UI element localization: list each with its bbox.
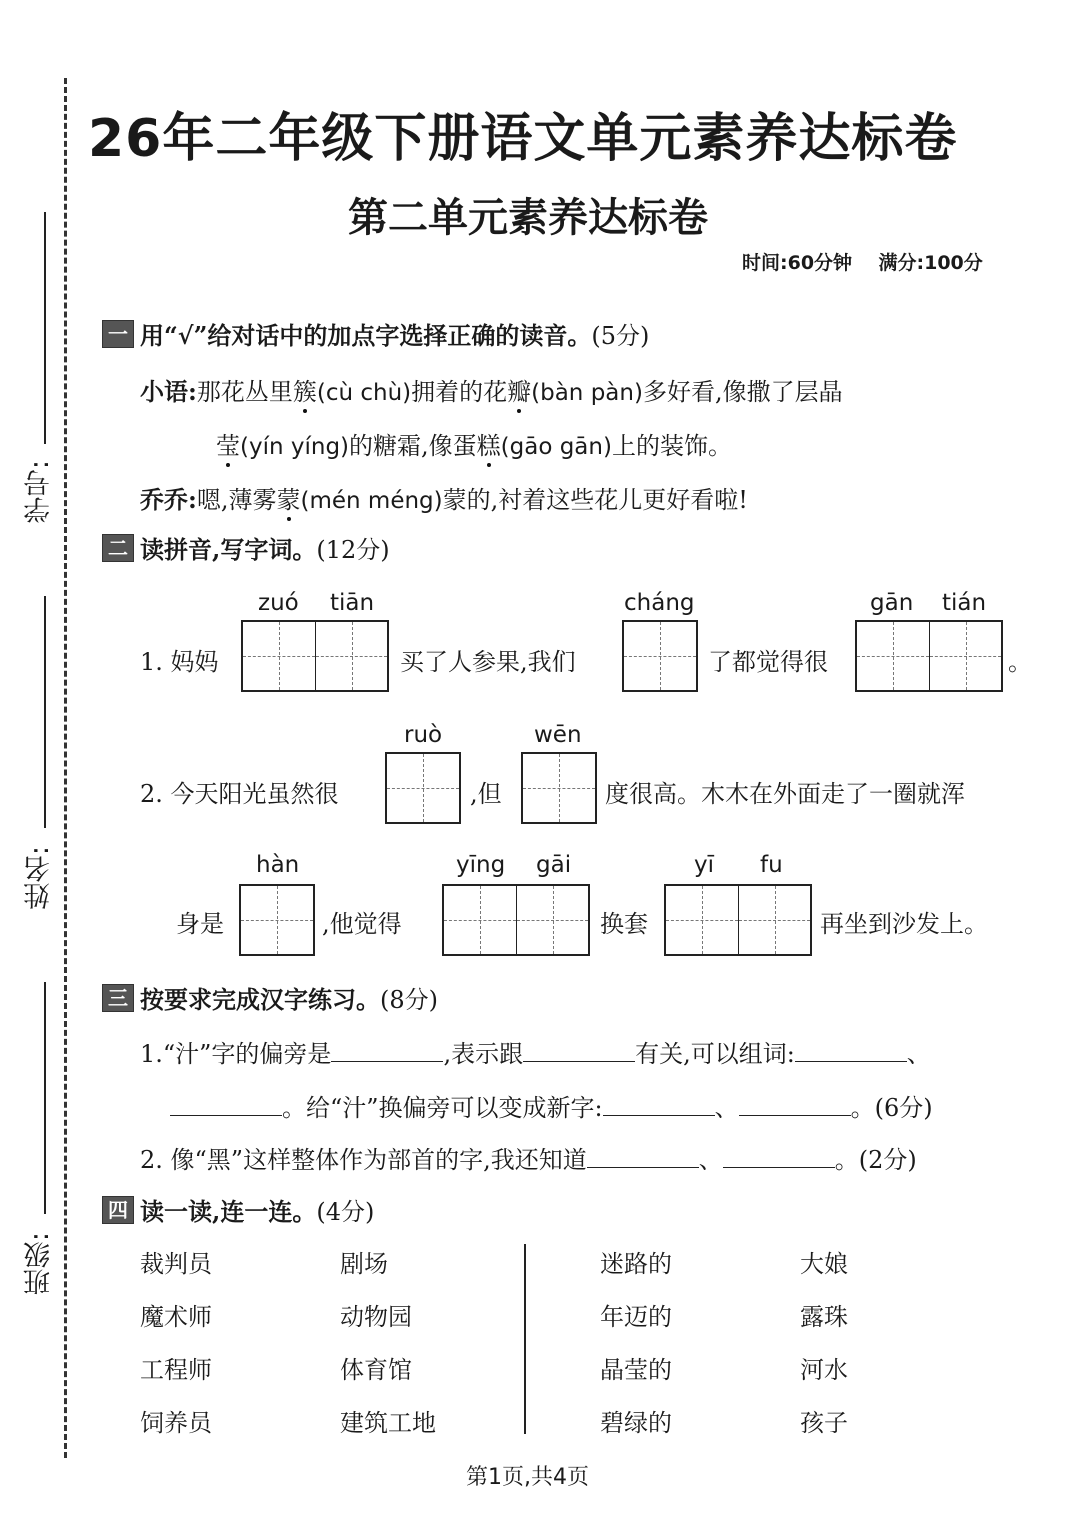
time-info [742,248,983,275]
s3-q1-text-e: 。给“汁”换偏旁可以变成新字: [282,1094,603,1122]
q1-answer-grid-3[interactable] [855,620,1003,692]
section-4-title: 读一读,连一连。 [140,1197,317,1226]
q3-answer-grid-3[interactable] [664,884,812,956]
q3-text-d: 再坐到沙发上。 [820,910,988,938]
q1-pinyin-1a: zuó [258,590,299,616]
match-col4-item[interactable]: 大娘 [800,1250,848,1278]
q2-answer-grid-1[interactable] [385,752,461,824]
grid-cell[interactable] [516,886,588,954]
s3-q1-text-d: 、 [906,1040,931,1068]
q3-text-b: ,他觉得 [322,910,402,938]
q2-pinyin-2: wēn [534,722,582,748]
s1-speaker-2: 乔乔: [140,485,197,514]
grid-cell[interactable] [243,622,315,690]
match-col2-item[interactable]: 动物园 [340,1303,412,1331]
s1-pinyin-choice-2[interactable]: (bàn pàn) [531,380,643,406]
match-col1-item[interactable]: 裁判员 [140,1250,212,1278]
q1-pinyin-2: cháng [624,590,695,616]
match-col3-item[interactable]: 迷路的 [600,1250,672,1278]
grid-cell[interactable] [387,754,459,822]
match-col4-item[interactable]: 孩子 [800,1409,848,1437]
grid-cell[interactable] [624,622,696,690]
section-4-heading [102,1192,374,1227]
s3-q1-text-b: ,表示跟 [443,1040,524,1068]
s1-pinyin-choice-1[interactable]: (cù chù) [316,380,412,406]
s3-q2-text-c: 。(2分) [834,1146,917,1174]
q1-label: 1. 妈妈 [140,648,219,676]
grid-cell[interactable] [241,886,313,954]
match-col4-item[interactable]: 河水 [800,1356,848,1384]
binding-dashed-line [64,78,67,1458]
q3-pinyin-1: hàn [256,852,300,878]
match-col3-item[interactable]: 晶莹的 [600,1356,672,1384]
exam-subtitle: 第二单元素养达标卷 [348,195,708,241]
grid-cell[interactable] [523,754,595,822]
section-2-points: (12分) [316,536,390,564]
match-col2-item[interactable]: 建筑工地 [340,1409,436,1437]
s3-q1-text-c: 有关,可以组词: [635,1040,795,1068]
section-2-title: 读拼音,写字词。 [140,535,317,564]
answer-blank[interactable] [795,1039,907,1062]
s3-q2-line [140,1140,917,1175]
match-col1-item[interactable]: 工程师 [140,1356,212,1384]
answer-blank[interactable] [739,1093,851,1116]
s1-dotted-char-3: 莹 [216,426,240,461]
s1-l2-text-b: 上的装饰。 [611,432,732,460]
section-4-points: (4分) [316,1198,375,1226]
q3-pinyin-2b: gāi [536,852,572,878]
q3-text-c: 换套 [600,910,648,938]
s3-q1-line-2 [170,1088,933,1123]
grid-cell[interactable] [738,886,810,954]
answer-blank[interactable] [331,1039,443,1062]
s1-pinyin-choice-5[interactable]: (mén méng) [300,488,443,514]
student-id-fill-line[interactable] [44,212,46,444]
answer-blank[interactable] [587,1145,699,1168]
q3-answer-grid-2[interactable] [442,884,590,956]
match-col3-item[interactable]: 年迈的 [600,1303,672,1331]
grid-cell[interactable] [929,622,1001,690]
q3-text-a: 身是 [176,910,224,938]
name-label: 姓名: [24,846,55,910]
s1-l2-text-a: 的糖霜,像蛋 [349,432,477,460]
section-3-number: 三 [102,984,134,1012]
q3-pinyin-2a: yīng [456,852,506,878]
match-col2-item[interactable]: 体育馆 [340,1356,412,1384]
q1-pinyin-3a: gān [870,590,914,616]
grid-cell[interactable] [666,886,738,954]
s3-q1-text-a: 1.“汁”字的偏旁是 [140,1040,332,1068]
s1-l3-text-a: 嗯,薄雾 [196,486,277,514]
q3-pinyin-3a: yī [694,852,715,878]
q2-mid-text-1: ,但 [470,780,502,808]
q1-pinyin-1b: tiān [330,590,375,616]
q1-answer-grid-2[interactable] [622,620,698,692]
s1-line-2 [216,426,732,461]
section-1-title: 用“√”给对话中的加点字选择正确的读音。 [140,321,592,350]
section-4-number: 四 [102,1196,134,1224]
answer-blank[interactable] [523,1039,635,1062]
answer-blank[interactable] [603,1093,715,1116]
s3-q2-text-b: 、 [698,1146,723,1174]
q3-answer-grid-1[interactable] [239,884,315,956]
grid-cell[interactable] [315,622,387,690]
grid-cell[interactable] [857,622,929,690]
student-id-label: 学号: [24,460,55,524]
match-col3-item[interactable]: 碧绿的 [600,1409,672,1437]
q1-mid-text-1: 买了人参果,我们 [400,648,576,676]
q1-end: 。 [1008,648,1032,676]
s1-dotted-char-5: 蒙 [277,480,301,515]
name-fill-line[interactable] [44,596,46,828]
s3-q1-text-g: 。(6分) [850,1094,933,1122]
s1-l3-text-b: 蒙的,衬着这些花儿更好看啦! [442,486,748,514]
q2-answer-grid-2[interactable] [521,752,597,824]
s3-q2-text-a: 2. 像“黑”这样整体作为部首的字,我还知道 [140,1146,587,1174]
section-2-heading [102,530,390,565]
section-3-heading [102,980,438,1015]
q3-pinyin-3b: fu [760,852,783,878]
q2-mid-text-2: 度很高。木木在外面走了一圈就浑 [605,780,965,808]
section-1-number: 一 [102,320,134,348]
s3-q1-text-f: 、 [714,1094,739,1122]
s1-l1-text-c: 多好看,像撒了层晶 [642,378,843,406]
s1-pinyin-choice-3[interactable]: (yín yíng) [240,434,350,460]
section-1-heading [102,316,649,351]
s1-pinyin-choice-4[interactable]: (gāo gān) [500,434,612,460]
class-fill-line[interactable] [44,982,46,1214]
s1-dotted-char-2: 瓣 [507,372,531,407]
section-3-points: (8分) [380,986,438,1014]
s3-q1-line-1 [140,1034,931,1069]
match-col1-item[interactable]: 饲养员 [140,1409,212,1437]
answer-blank[interactable] [170,1093,282,1116]
q1-pinyin-3b: tián [942,590,987,616]
section-1-points: (5分) [591,322,650,350]
section-3-title: 按要求完成汉字练习。 [140,985,380,1014]
s1-line-3 [140,480,748,515]
page-number: 第1页,共4页 [466,1465,589,1490]
exam-title: 26年二年级下册语文单元素养达标卷 [88,109,958,169]
s1-dotted-char-1: 簇 [293,372,317,407]
s1-dotted-char-4: 糕 [477,426,501,461]
s1-l1-text-a: 那花丛里 [196,378,293,406]
section-2-number: 二 [102,534,134,562]
match-divider [524,1244,526,1434]
q1-mid-text-2: 了都觉得很 [708,648,828,676]
q1-answer-grid-1[interactable] [241,620,389,692]
match-col4-item[interactable]: 露珠 [800,1303,848,1331]
class-label: 班级: [24,1232,55,1296]
match-col2-item[interactable]: 剧场 [340,1250,388,1278]
time-limit: 时间:60分钟 [742,252,853,274]
answer-blank[interactable] [723,1145,835,1168]
match-col1-item[interactable]: 魔术师 [140,1303,212,1331]
q2-pinyin-1: ruò [404,722,443,748]
s1-speaker-1: 小语: [140,377,197,406]
s1-line-1 [140,372,843,407]
grid-cell[interactable] [444,886,516,954]
q2-label: 2. 今天阳光虽然很 [140,780,339,808]
s1-l1-text-b: 拥着的花 [411,378,508,406]
full-score: 满分:100分 [878,252,983,274]
